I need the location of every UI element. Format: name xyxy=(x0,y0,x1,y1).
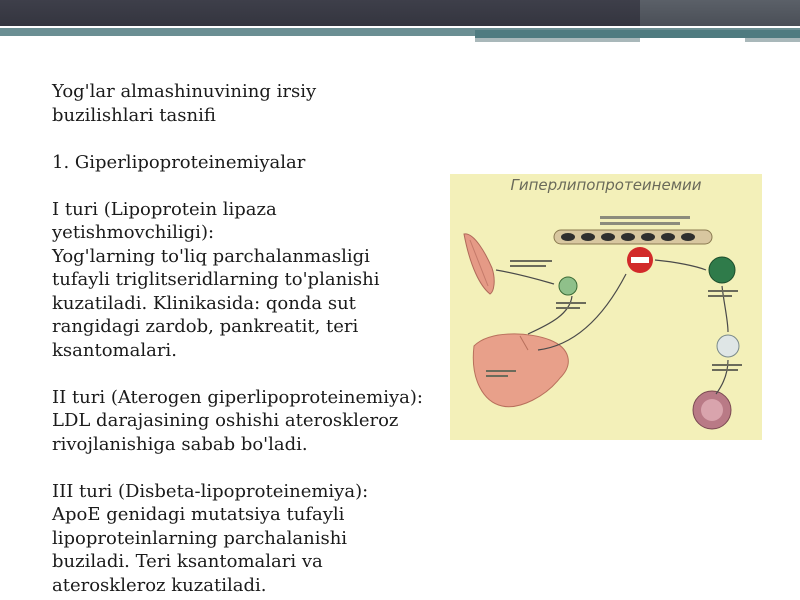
block-sign-icon xyxy=(627,247,653,273)
tissue-icon xyxy=(464,234,494,294)
type-2-text: II turi (Aterogen giperlipoproteinemiya): LDL darajasining oshishi ateroskleroz rivojlanishiga sabab bo'ladi. xyxy=(52,386,423,455)
accent-stripe xyxy=(0,26,800,40)
type-3-text: III turi (Disbeta-lipoproteinemiya): ApoE genidagi mutatsiya tufayli lipoproteinlarning parchalanishi buziladi. Teri ksantomalari va ateroskleroz kuzatiladi. xyxy=(52,480,369,596)
vessel-wall-icon xyxy=(554,216,712,244)
type-1-text: I turi (Lipoprotein lipaza yetishmovchiligi): Yog'larning to'liq parchalanmasligi tufayli triglitseridlarning to'planishi kuzatiladi. Klinikasida: qonda sut rangidagi zardob, pankreatit, teri ksantomalari. xyxy=(52,198,380,361)
figure-title: Гиперлипопротеинемии xyxy=(510,176,702,194)
header-bar-right xyxy=(640,0,800,26)
lipoprotein-particle-icon xyxy=(559,257,739,357)
slide-body xyxy=(52,80,447,597)
artery-icon xyxy=(693,391,731,429)
slide-title: Yog'lar almashinuvining irsiy buzilishlari tasnifi xyxy=(52,81,317,126)
section-heading: 1. Giperlipoproteinemiyalar xyxy=(52,151,306,173)
diagram-illustration xyxy=(450,174,762,440)
hyperlipoproteinemia-diagram xyxy=(450,174,762,440)
